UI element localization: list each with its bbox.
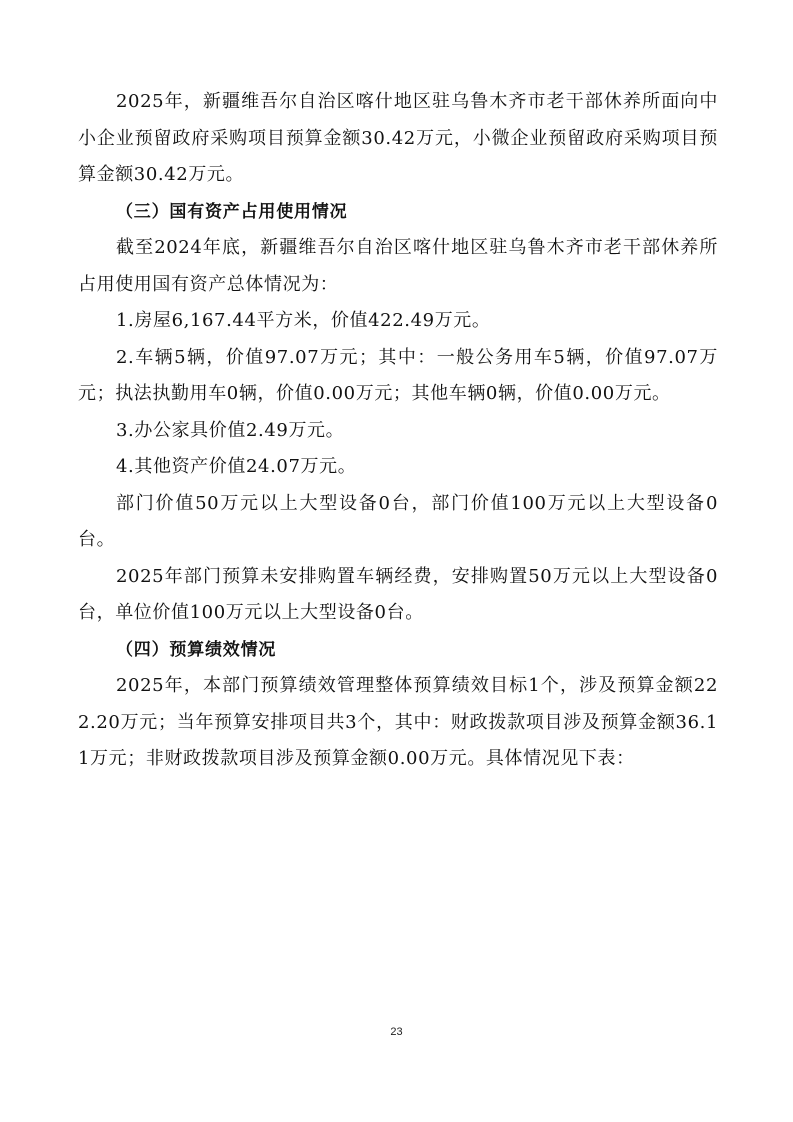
paragraph-large-equipment: 部门价值50万元以上大型设备0台，部门价值100万元以上大型设备0台。 bbox=[78, 492, 718, 550]
paragraph-assets-vehicles: 2.车辆5辆，价值97.07万元；其中：一般公务用车5辆，价值97.07万元；执法执勤用车0辆，价值0.00万元；其他车辆0辆，价值0.00万元。 bbox=[78, 346, 718, 404]
paragraph-assets-other: 4.其他资产价值24.07万元。 bbox=[116, 456, 357, 477]
paragraph-purchase-plan: 2025年部门预算未安排购置车辆经费，安排购置50万元以上大型设备0台，单位价值100万元以上大型设备0台。 bbox=[78, 565, 718, 623]
page-number: 23 bbox=[390, 1026, 403, 1038]
paragraph-assets-furniture: 3.办公家具价值2.49万元。 bbox=[116, 419, 345, 441]
section-heading-performance: （四）预算绩效情况 bbox=[116, 639, 277, 660]
paragraph-assets-housing: 1.房屋6,167.44平方米，价值422.49万元。 bbox=[116, 310, 491, 331]
document-body bbox=[78, 84, 718, 778]
paragraph-assets-intro: 截至2024年底，新疆维吾尔自治区喀什地区驻乌鲁木齐市老干部休养所占用使用国有资产总体情况为： bbox=[78, 237, 718, 295]
paragraph-performance: 2025年，本部门预算绩效管理整体预算绩效目标1个，涉及预算金额222.20万元；当年预算安排项目共3个，其中：财政拨款项目涉及预算金额36.11万元；非财政拨款项目涉及预算金额0.00万元。具体情况见下表： bbox=[78, 675, 718, 769]
section-heading-state-assets: （三）国有资产占用使用情况 bbox=[116, 201, 348, 222]
paragraph-procurement-reserve: 2025年，新疆维吾尔自治区喀什地区驻乌鲁木齐市老干部休养所面向中小企业预留政府采购项目预算金额30.42万元，小微企业预留政府采购项目预算金额30.42万元。 bbox=[78, 91, 718, 185]
